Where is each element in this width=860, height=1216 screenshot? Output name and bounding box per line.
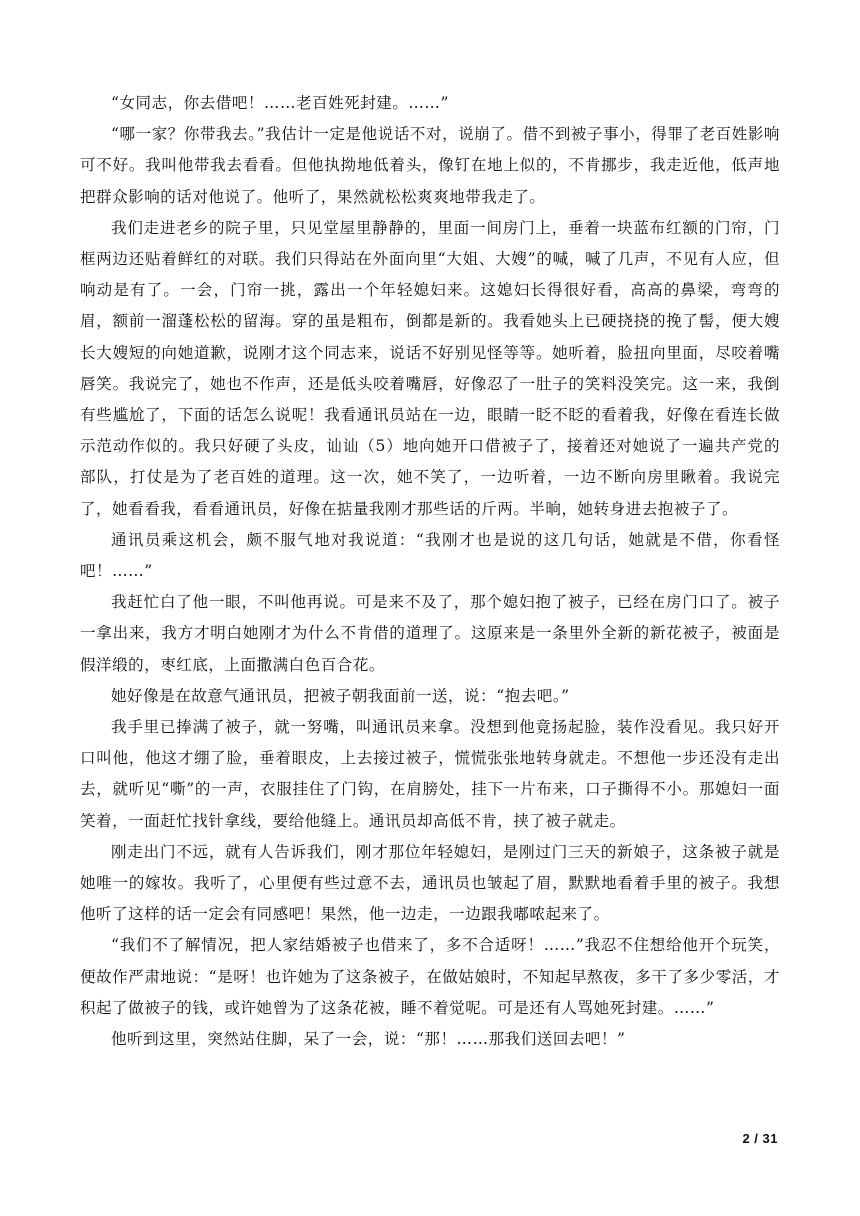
paragraph: 刚走出门不远，就有人告诉我们，刚才那位年轻媳妇，是刚过门三天的新娘子，这条被子就是她唯一的嫁妆。我听了，心里便有些过意不去，通讯员也皱起了眉，默默地看着手里的被子。我想他听了这样的话一定会有同感吧！果然，他一边走，一边跟我嘟哝起来了。 (80, 842, 780, 924)
paragraph: “我们不了解情况，把人家结婚被子也借来了，多不合适呀！……”我忍不住想给他开个玩笑，便故作严肃地说：“是呀！也许她为了这条被子，在做姑娘时，不知起早熬夜，多干了多少零活，才积起了做被子的钱，或许她曾为了这条花被，睡不着觉呢。可是还有人骂她死封建。……” (80, 936, 780, 1017)
paragraph: 我手里已捧满了被子，就一努嘴，叫通讯员来拿。没想到他竟扬起脸，装作没看见。我只好开口叫他，他这才绷了脸，垂着眼皮，上去接过被子，慌慌张张地转身就走。不想他一步还没有走出去，就听见“嘶”的一声，衣服挂住了门钩，在肩膀处，挂下一片布来，口子撕得不小。那媳妇一面笑着，一面赶忙找针拿线，要给他缝上。通讯员却高低不肯，挟了被子就走。 (80, 718, 780, 830)
paragraph: 他听到这里，突然站住脚，呆了一会，说：“那！……那我们送回去吧！” (111, 1030, 626, 1049)
page-number: 2 / 31 (742, 1131, 778, 1146)
document-body (80, 88, 780, 1055)
paragraph: 我们走进老乡的院子里，只见堂屋里静静的，里面一间房门上，垂着一块蓝布红额的门帘，门框两边还贴着鲜红的对联。我们只得站在外面向里“大姐、大嫂”的喊，喊了几声，不见有人应，但响动是有了。一会，门帘一挑，露出一个年轻媳妇来。这媳妇长得很好看，高高的鼻梁，弯弯的眉，额前一溜蓬松松的留海。穿的虽是粗布，倒都是新的。我看她头上已硬挠挠的挽了髻，便大嫂长大嫂短的向她道歉，说刚才这个同志来，说话不好别见怪等等。她听着，脸扭向里面，尽咬着嘴唇笑。我说完了，她也不作声，还是低头咬着嘴唇，好像忍了一肚子的笑料没笑完。这一来，我倒有些尴尬了，下面的话怎么说呢！我看通讯员站在一边，眼睛一眨不眨的看着我，好像在看连长做示范动作似的。我只好硬了头皮，讪讪（5）地向她开口借被子了，接着还对她说了一遍共产党的部队，打仗是为了老百姓的道理。这一次，她不笑了，一边听着，一边不断向房里瞅着。我说完了，她看看我，看看通讯员，好像在掂量我刚才那些话的斤两。半晌，她转身进去抱被子了。 (80, 218, 780, 518)
paragraph: “哪一家？你带我去。”我估计一定是他说话不对，说崩了。借不到被子事小，得罪了老百姓影响可不好。我叫他带我去看看。但他执拗地低着头，像钉在地上似的，不肯挪步，我走近他，低声地把群众影响的话对他说了。他听了，果然就松松爽爽地带我走了。 (80, 125, 780, 206)
paragraph: “女同志，你去借吧！……老百姓死封建。……” (111, 94, 449, 112)
paragraph: 我赶忙白了他一眼，不叫他再说。可是来不及了，那个媳妇抱了被子，已经在房门口了。被子一拿出来，我方才明白她刚才为什么不肯借的道理了。这原来是一条里外全新的新花被子，被面是假洋缎的，枣红底，上面撒满白色百合花。 (80, 593, 780, 674)
paragraph: 她好像是在故意气通讯员，把被子朝我面前一送，说：“抱去吧。” (111, 686, 570, 705)
paragraph: 通讯员乘这机会，颇不服气地对我说道：“我刚才也是说的这几句话，她就是不借，你看怪吧！……” (80, 530, 780, 581)
